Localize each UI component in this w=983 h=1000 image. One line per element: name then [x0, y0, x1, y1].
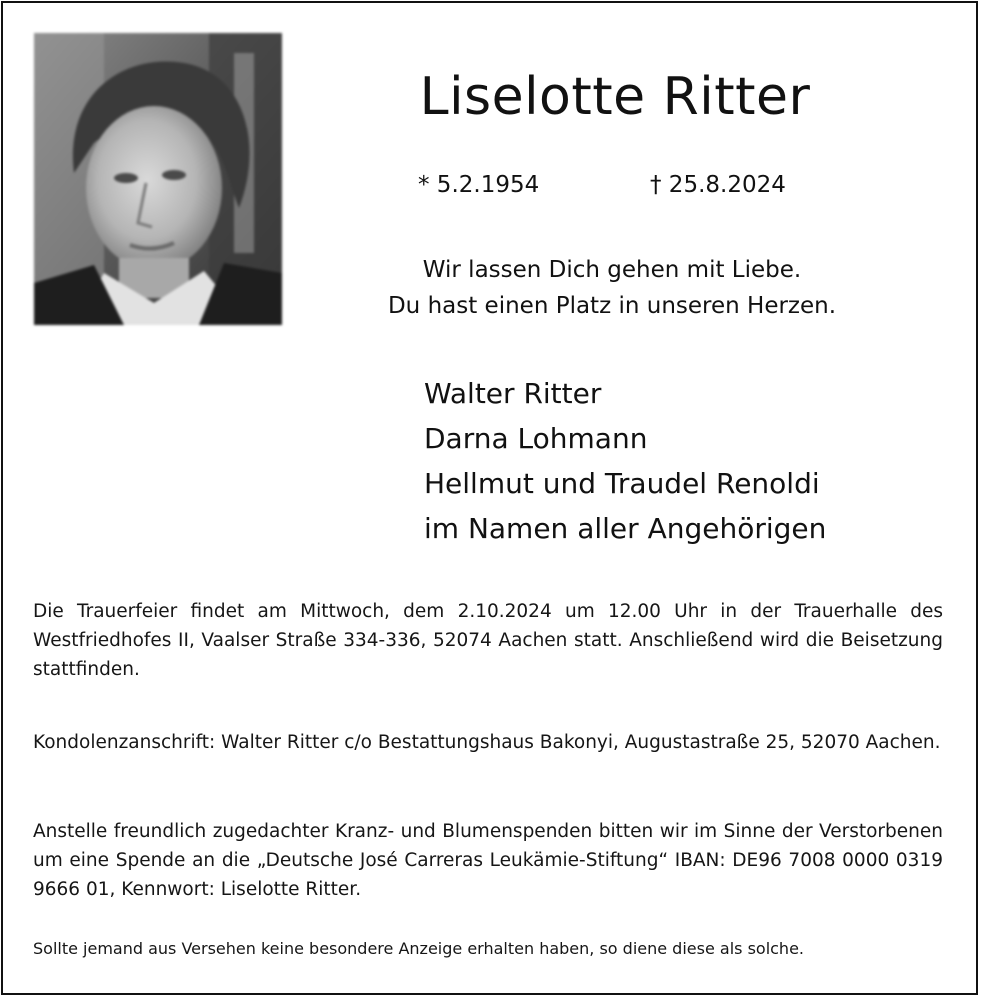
mourner-name: Walter Ritter [424, 377, 602, 410]
funeral-info: Die Trauerfeier findet am Mittwoch, dem 2.10.2024 um 12.00 Uhr in der Trauerhalle des Westfriedhofes II, Vaalser Straße 334-336, 52074 Aachen statt. Anschließend wird die Beisetzung stattfinden. [33, 601, 943, 680]
death-date: † 25.8.2024 [650, 172, 786, 198]
deceased-name: Liselotte Ritter [419, 67, 811, 127]
memorial-motto [300, 252, 924, 324]
mourner-name: im Namen aller Angehörigen [424, 512, 827, 545]
condolence-address: Kondolenzanschrift: Walter Ritter c/o Bestattungshaus Bakonyi, Augustastraße 25, 52070 Aachen. [33, 732, 941, 753]
mourners-list [424, 371, 826, 551]
mourner-name: Hellmut und Traudel Renoldi [424, 467, 820, 500]
closing-note: Sollte jemand aus Versehen keine besondere Anzeige erhalten haben, so diene diese als solche. [33, 939, 804, 958]
portrait-photo [34, 33, 282, 325]
motto-line: Du hast einen Platz in unseren Herzen. [387, 293, 837, 319]
mourner-name: Darna Lohmann [424, 422, 648, 455]
birth-date: * 5.2.1954 [418, 172, 540, 198]
motto-line: Wir lassen Dich gehen mit Liebe. [422, 257, 802, 283]
donation-info: Anstelle freundlich zugedachter Kranz- und Blumenspenden bitten wir im Sinne der Verstorbenen um eine Spende an die „Deutsche José Carreras Leukämie-Stiftung“ IBAN: DE96 7008 0000 0319 9666 01, Kennwort: Liselotte Ritter. [33, 821, 943, 900]
